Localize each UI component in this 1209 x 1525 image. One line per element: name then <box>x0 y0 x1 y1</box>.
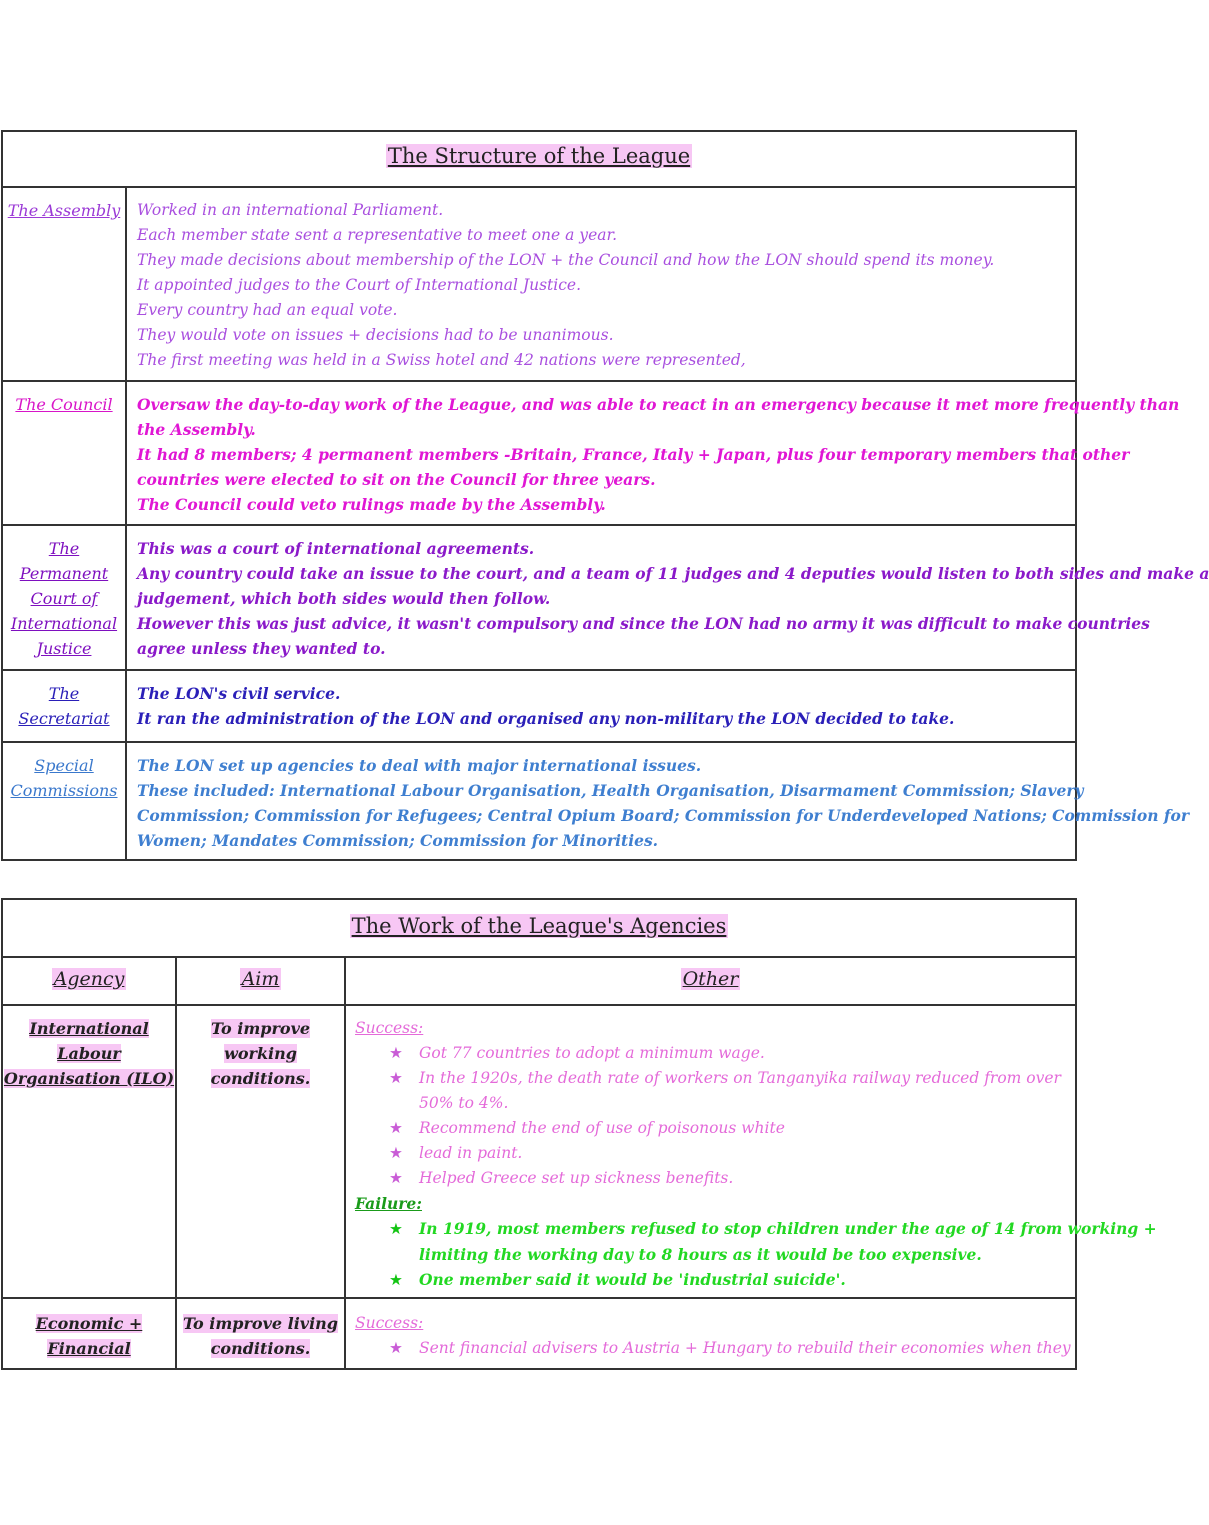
agencies-title: The Work of the League's Agencies <box>351 914 727 938</box>
row-council <box>3 382 1180 526</box>
other-economic-financial <box>355 1311 1071 1361</box>
text-line: The LON's civil service. <box>137 684 341 703</box>
text-line: agree unless they wanted to. <box>137 639 386 658</box>
star-icon: ★ <box>389 1069 403 1087</box>
text-line: Worked in an international Parliament. <box>137 201 444 219</box>
list-item: ★ In the 1920s, the death rate of workers on Tanganyika railway reduced from over <box>355 1066 1067 1091</box>
list-item: ★ Got 77 countries to adopt a minimum wage. <box>355 1041 1067 1066</box>
text-line: They would vote on issues + decisions had to be unanimous. <box>137 326 614 344</box>
text-line: These included: International Labour Organisation, Health Organisation, Disarmament Commission; Slavery <box>137 781 1084 800</box>
list-item: ★ lead in paint. <box>355 1141 1067 1166</box>
text-line: However this was just advice, it wasn't compulsory and since the LON had no army it was difficult to make countries <box>137 614 1150 633</box>
other-ilo <box>355 1016 1157 1293</box>
text-line: Oversaw the day-to-day work of the League, and was able to react in an emergency because it met more frequently than <box>137 395 1180 414</box>
content-council <box>137 392 1180 517</box>
list-item-continuation: 50% to 4%. <box>419 1094 509 1112</box>
text-line: judgement, which both sides would then follow. <box>137 589 551 608</box>
header-aim: Aim <box>241 968 280 990</box>
label-secretariat: The Secretariat <box>3 671 127 741</box>
aim-economic-financial: To improve living conditions. <box>182 1314 338 1358</box>
star-icon: ★ <box>389 1220 403 1238</box>
content-secretariat <box>137 681 1067 731</box>
star-icon: ★ <box>389 1144 403 1162</box>
text-line: Any country could take an issue to the court, and a team of 11 judges and 4 deputies would listen to both sides and make a <box>137 564 1209 583</box>
agencies-table <box>1 898 1157 1370</box>
aim-ilo: To improve working conditions. <box>210 1019 311 1088</box>
success-label: Success: <box>355 1314 424 1332</box>
list-item: ★ One member said it would be 'industrial suicide'. <box>355 1267 1067 1293</box>
agency-ilo: International Labour Organisation (ILO) <box>3 1019 175 1088</box>
failure-label: Failure: <box>355 1194 422 1213</box>
text-line: Women; Mandates Commission; Commission for Minorities. <box>137 831 659 850</box>
star-icon: ★ <box>389 1271 403 1289</box>
text-line: They made decisions about membership of the LON + the Council and how the LON should spend its money. <box>137 251 995 269</box>
text-line: the Assembly. <box>137 420 256 439</box>
star-icon: ★ <box>389 1119 403 1137</box>
text-line: The Council could veto rulings made by the Assembly. <box>137 495 606 514</box>
row-divider <box>3 1004 1075 1006</box>
list-item: ★ Recommend the end of use of poisonous white <box>355 1116 1067 1141</box>
structure-title-row <box>3 132 1075 188</box>
star-icon: ★ <box>389 1169 403 1187</box>
list-item: ★ Helped Greece set up sickness benefits. <box>355 1166 1067 1191</box>
column-divider <box>344 958 346 1368</box>
label-special-commissions: Special Commissions <box>3 743 127 859</box>
structure-table <box>1 130 1209 861</box>
agencies-title-row <box>3 900 1075 958</box>
label-council: The Council <box>3 382 127 524</box>
success-label: Success: <box>355 1019 424 1037</box>
content-court <box>137 536 1209 661</box>
label-court: The Permanent Court of International Justice <box>3 526 127 669</box>
content-special-commissions <box>137 753 1190 853</box>
text-line: This was a court of international agreements. <box>137 539 535 558</box>
text-line: The LON set up agencies to deal with major international issues. <box>137 756 702 775</box>
header-other: Other <box>682 968 739 990</box>
row-secretariat <box>3 671 1075 743</box>
text-line: Commission; Commission for Refugees; Central Opium Board; Commission for Underdeveloped Nations; Commission for <box>137 806 1190 825</box>
label-assembly: The Assembly <box>3 188 127 380</box>
row-court <box>3 526 1209 671</box>
structure-title: The Structure of the League <box>387 144 691 168</box>
list-item: ★ In 1919, most members refused to stop children under the age of 14 from working + <box>355 1216 1067 1242</box>
content-assembly <box>137 198 1067 373</box>
list-item-continuation: limiting the working day to 8 hours as it would be too expensive. <box>419 1245 982 1264</box>
star-icon: ★ <box>389 1044 403 1062</box>
row-assembly <box>3 188 1075 382</box>
header-agency: Agency <box>53 968 125 990</box>
agency-economic-financial: Economic + Financial <box>35 1314 143 1358</box>
text-line: Each member state sent a representative to meet one a year. <box>137 226 618 244</box>
text-line: It had 8 members; 4 permanent members -Britain, France, Italy + Japan, plus four temporary members that other <box>137 445 1130 464</box>
star-icon: ★ <box>389 1339 403 1357</box>
text-line: Every country had an equal vote. <box>137 301 398 319</box>
text-line: countries were elected to sit on the Council for three years. <box>137 470 656 489</box>
row-divider <box>3 1297 1075 1299</box>
text-line: It ran the administration of the LON and organised any non-military the LON decided to take. <box>137 709 955 728</box>
row-special-commissions <box>3 743 1190 859</box>
list-item: ★ Sent financial advisers to Austria + Hungary to rebuild their economies when they <box>355 1336 1067 1361</box>
text-line: The first meeting was held in a Swiss hotel and 42 nations were represented, <box>137 351 746 369</box>
text-line: It appointed judges to the Court of International Justice. <box>137 276 581 294</box>
